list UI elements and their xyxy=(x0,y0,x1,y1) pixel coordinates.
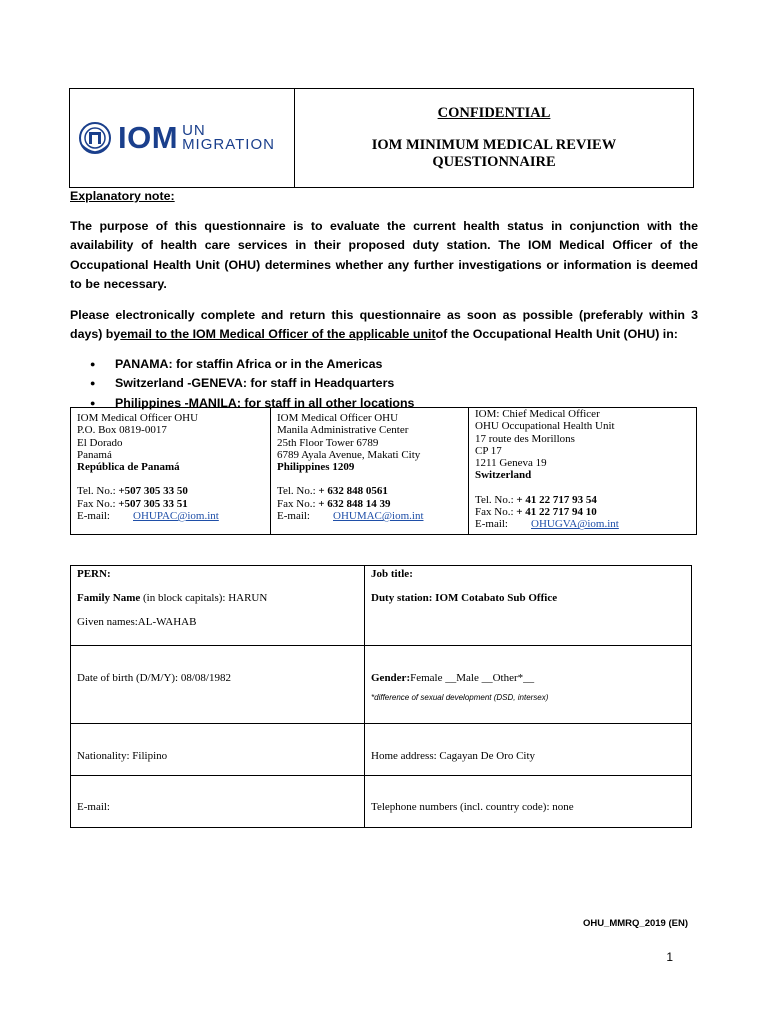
explanatory-heading: Explanatory note: xyxy=(70,189,175,203)
contact-line: IOM Medical Officer OHU xyxy=(277,412,399,424)
personal-info-table xyxy=(70,565,692,828)
duty-station-field: Duty station: IOM Cotabato Sub Office xyxy=(371,592,558,604)
table-row xyxy=(71,724,692,776)
contact-line: CP 17 xyxy=(475,444,502,457)
email-link[interactable]: OHUPAC@iom.int xyxy=(133,510,219,523)
family-name-field: Family Name (in block capitals): HARUN xyxy=(77,592,268,604)
telephone-field: Telephone numbers (incl. country code): none xyxy=(371,801,574,813)
home-address-field: Home address: Cagayan De Oro City xyxy=(371,750,536,762)
un-emblem-icon xyxy=(78,121,112,155)
dob-cell[interactable] xyxy=(71,646,365,724)
page-number: 1 xyxy=(666,950,673,964)
pern-label: PERN: xyxy=(77,568,111,580)
list-item: ● Switzerland -GENEVA: for staff in Headquarters xyxy=(92,374,698,394)
contact-line: 17 route des Morillons xyxy=(475,432,575,445)
email-link[interactable]: OHUMAC@iom.int xyxy=(333,510,424,523)
nationality-field: Nationality: Filipino xyxy=(77,750,168,762)
contact-line: 1211 Geneva 19 xyxy=(475,457,547,470)
list-item: ● PANAMA: for staffin Africa or in the Americas xyxy=(92,355,698,375)
contact-line: OHU Occupational Health Unit xyxy=(475,420,615,433)
contact-country: Philippines 1209 xyxy=(277,461,355,474)
contact-email: E-mail: OHUPAC@iom.int xyxy=(77,510,219,523)
contact-tel: Tel. No.: + 632 848 0561 xyxy=(277,485,388,498)
contacts-table xyxy=(70,407,697,535)
logo-migration: MIGRATION xyxy=(182,136,275,153)
list-item: ● Philippines -MANILA: for staff in all other locations xyxy=(92,394,698,414)
pern-cell[interactable] xyxy=(71,566,365,646)
title-line-2: QUESTIONNAIRE xyxy=(432,154,556,170)
contact-line: Panamá xyxy=(77,448,112,461)
contact-line: IOM: Chief Medical Officer xyxy=(475,408,600,420)
email-link[interactable]: OHUGVA@iom.int xyxy=(531,518,619,531)
explanatory-paragraph-2 xyxy=(70,306,698,345)
telephone-cell[interactable] xyxy=(365,776,692,828)
para2-start: Please electronically complete and return this questionnaire as soon as possible (preferably within 3 days) by xyxy=(70,307,698,341)
email-field: E-mail: xyxy=(77,801,110,813)
contact-line: Manila Administrative Center xyxy=(277,424,409,437)
job-title-cell[interactable] xyxy=(365,566,692,646)
contact-line: 25th Floor Tower 6789 xyxy=(277,436,379,449)
table-row xyxy=(71,566,692,646)
dob-field: Date of birth (D/M/Y): 08/08/1982 xyxy=(77,672,231,684)
logo-un: UN xyxy=(182,122,206,139)
contact-panama xyxy=(71,408,270,534)
title-line-1: IOM MINIMUM MEDICAL REVIEW xyxy=(371,137,617,153)
contact-fax: Fax No.: + 632 848 14 39 xyxy=(277,497,391,510)
header-box xyxy=(69,88,694,188)
document-title xyxy=(295,137,693,171)
contact-country: República de Panamá xyxy=(77,461,180,474)
explanatory-paragraph-1: The purpose of this questionnaire is to evaluate the current health status in conjunction with the availability of health care services in their proposed duty station. The IOM Medical Officer of the Occupational Health Unit (OHU) determines whether any further investigations or information is deemed to be necessary. xyxy=(70,218,698,291)
explanatory-section xyxy=(70,187,698,413)
logo-un-migration xyxy=(182,124,275,152)
table-row xyxy=(71,646,692,724)
nationality-cell[interactable] xyxy=(71,724,365,776)
contact-email: E-mail: OHUMAC@iom.int xyxy=(277,510,424,523)
para2-end: of the Occupational Health Unit (OHU) in: xyxy=(435,327,678,341)
contact-tel: Tel. No.: +507 305 33 50 xyxy=(77,485,188,498)
job-title-label: Job title: xyxy=(371,568,413,580)
contact-line: P.O. Box 0819-0017 xyxy=(77,424,167,437)
contact-line: IOM Medical Officer OHU xyxy=(77,412,199,424)
contact-fax: Fax No.: +507 305 33 51 xyxy=(77,497,188,510)
gender-note: *difference of sexual development (DSD, intersex) xyxy=(371,693,549,702)
contact-line: El Dorado xyxy=(77,436,123,449)
contact-geneva xyxy=(468,408,696,534)
home-address-cell[interactable] xyxy=(365,724,692,776)
given-names-field: Given names:AL-WAHAB xyxy=(77,616,197,628)
contact-fax: Fax No.: + 41 22 717 94 10 xyxy=(475,506,597,519)
location-list xyxy=(70,355,698,414)
contact-country: Switzerland xyxy=(475,469,532,482)
gender-field: Gender:Female __Male __Other*__ xyxy=(371,672,535,684)
para2-link: email to the IOM Medical Officer of the applicable unit xyxy=(120,327,436,341)
iom-logo xyxy=(70,89,295,187)
contact-line: 6789 Ayala Avenue, Makati City xyxy=(277,448,421,461)
contact-manila xyxy=(270,408,468,534)
gender-cell[interactable] xyxy=(365,646,692,724)
document-code: OHU_MMRQ_2019 (EN) xyxy=(582,918,688,929)
confidential-label: CONFIDENTIAL xyxy=(437,105,551,121)
email-cell[interactable] xyxy=(71,776,365,828)
contact-tel: Tel. No.: + 41 22 717 93 54 xyxy=(475,493,597,506)
contact-email: E-mail: OHUGVA@iom.int xyxy=(475,518,619,531)
title-cell xyxy=(295,89,693,187)
table-row xyxy=(71,776,692,828)
logo-iom-text: IOM xyxy=(118,120,179,155)
